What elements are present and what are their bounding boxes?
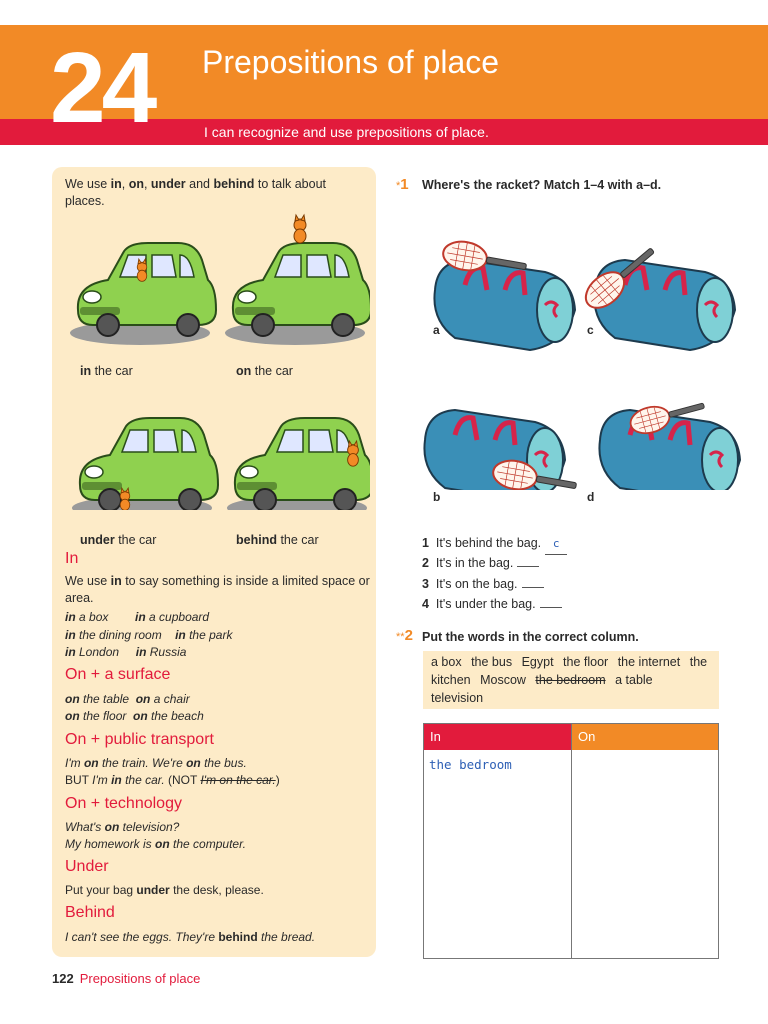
- heading-under: Under: [65, 858, 109, 875]
- heading-on-surface: On + a surface: [65, 666, 171, 683]
- bag-label-b: b: [433, 490, 441, 504]
- footer-title: Prepositions of place: [79, 971, 201, 986]
- car-in: [70, 243, 216, 345]
- word-item: the bus: [471, 655, 513, 669]
- sorting-table: [423, 723, 719, 959]
- column-header-in: In: [424, 724, 571, 750]
- word-item: television: [431, 691, 484, 705]
- page-number: 122: [52, 971, 74, 986]
- sentence-4: 4 It's under the bag.: [422, 594, 562, 614]
- grammar-intro: We use in, on, under and behind to talk about places.: [65, 177, 327, 208]
- example-on-transport-1: I'm on the train. We're on the bus.: [65, 756, 247, 770]
- unit-title: Prepositions of place: [202, 44, 500, 80]
- example-under: Put your bag under the desk, please.: [65, 883, 264, 897]
- car-illustrations: [60, 210, 370, 510]
- word-item: Moscow: [480, 673, 526, 687]
- caption-in: in the car: [80, 364, 133, 378]
- rule-in: We use in to say something is inside a limited space or area.: [65, 574, 370, 605]
- answer-blank-4[interactable]: [540, 596, 562, 608]
- example-on-surface-row1: on the table on a chair: [65, 692, 190, 706]
- bag-d: [599, 393, 740, 490]
- word-item: the kitchen: [431, 655, 708, 687]
- word-item: a table: [615, 673, 653, 687]
- heading-on-technology: On + technology: [65, 795, 182, 812]
- unit-goal: I can recognize and use prepositions of place.: [204, 124, 489, 140]
- bag-a: [434, 238, 575, 350]
- sentence-3: 3 It's on the bag.: [422, 574, 544, 594]
- word-item: the internet: [617, 655, 681, 669]
- car-on: [225, 215, 370, 345]
- exercise1-number: *1: [396, 176, 409, 193]
- word-item: a box: [431, 655, 462, 669]
- sentence-2: 2 It's in the bag.: [422, 553, 539, 573]
- example-on-technology-1: What's on television?: [65, 820, 180, 834]
- answer-blank-2[interactable]: [517, 555, 539, 567]
- bag-illustrations: [405, 230, 745, 490]
- page-footer: [52, 971, 200, 986]
- heading-behind: Behind: [65, 904, 115, 921]
- bag-label-a: a: [433, 323, 440, 337]
- caption-under: under the car: [80, 533, 157, 547]
- example-in-row1: in a box in a cupboard: [65, 610, 210, 624]
- word-box: [423, 651, 719, 709]
- example-on-surface-row2: on the floor on the beach: [65, 709, 204, 723]
- car-under: [72, 418, 218, 510]
- bag-label-d: d: [587, 490, 595, 504]
- unit-number: 24: [50, 32, 154, 144]
- bag-label-c: c: [587, 323, 594, 337]
- bag-b: [424, 410, 578, 490]
- heading-in: In: [65, 550, 79, 567]
- answer-blank-3[interactable]: [522, 576, 544, 588]
- word-item: the floor: [563, 655, 609, 669]
- car-behind: [227, 418, 370, 510]
- exercise1-instruction: Where's the racket? Match 1–4 with a–d.: [422, 178, 662, 192]
- example-on-technology-2: My homework is on the computer.: [65, 837, 246, 851]
- heading-on-transport: On + public transport: [65, 731, 214, 748]
- example-on-transport-2: BUT I'm in the car. (NOT I'm on the car.): [65, 773, 280, 787]
- column-header-on: On: [572, 724, 718, 750]
- column-in-entry[interactable]: the bedroom: [429, 757, 512, 772]
- caption-behind: behind the car: [236, 533, 319, 547]
- example-in-row3: in London in Russia: [65, 645, 187, 659]
- word-item: Egypt: [521, 655, 554, 669]
- column-in-area[interactable]: [424, 750, 571, 958]
- bag-c: [579, 239, 735, 350]
- sentence-1: 1 It's behind the bag. c: [422, 533, 567, 555]
- answer-blank-1[interactable]: c: [545, 534, 567, 555]
- exercise2-number: **2: [396, 627, 413, 644]
- example-behind: I can't see the eggs. They're behind the bread.: [65, 930, 316, 944]
- word-item-crossed: the bedroom: [535, 673, 606, 687]
- example-in-row2: in the dining room in the park: [65, 628, 233, 642]
- exercise2-instruction: Put the words in the correct column.: [422, 630, 639, 644]
- caption-on: on the car: [236, 364, 293, 378]
- column-on-area[interactable]: [572, 750, 718, 958]
